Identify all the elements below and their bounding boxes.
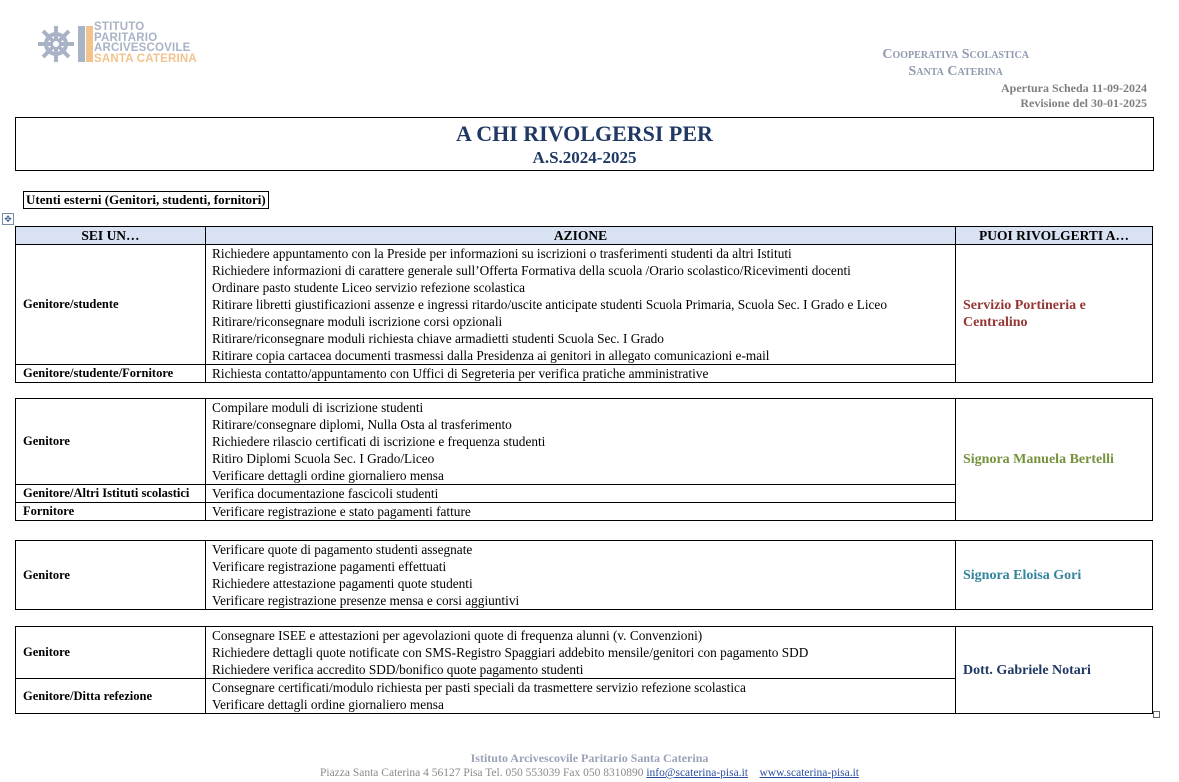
action-line: Verificare registrazione presenze mensa e corsi aggiuntivi bbox=[212, 593, 520, 608]
contact-table bbox=[15, 540, 1153, 610]
footer-address: Piazza Santa Caterina 4 56127 Pisa Tel. 050 553039 Fax 050 8310890 bbox=[319, 767, 644, 779]
action-line: Ritirare/consegnare diplomi, Nulla Osta al trasferimento bbox=[212, 417, 512, 432]
table-resize-handle-icon[interactable] bbox=[1153, 711, 1160, 718]
action-line: Richiedere informazioni di carattere generale sull’Offerta Formativa della scuola /Orario scolastico/Ricevimenti docenti bbox=[212, 263, 851, 278]
action-line: Richiedere verifica accredito SDD/bonifico quote pagamento studenti bbox=[212, 662, 584, 677]
action-line: Ritiro Diplomi Scuola Sec. I Grado/Liceo bbox=[212, 451, 435, 466]
header-azione: AZIONE bbox=[206, 227, 956, 245]
footer-contacts bbox=[0, 767, 1179, 779]
school-crest-icon bbox=[36, 24, 94, 64]
action-line: Richiedere rilascio certificati di iscrizione e frequenza studenti bbox=[212, 434, 546, 449]
footer-institute-name: Istituto Arcivescovile Paritario Santa Caterina bbox=[470, 751, 709, 765]
actions-cell bbox=[206, 627, 956, 679]
role-cell: Genitore/Altri Istituti scolastici bbox=[16, 485, 206, 503]
action-line: Richiedere dettagli quote notificate con SMS-Registro Spaggiari addebito mensile/genitori con pagamento SDD bbox=[212, 645, 809, 660]
actions-cell bbox=[206, 399, 956, 485]
contact-cell: Servizio Portineria e Centralino bbox=[956, 245, 1153, 383]
contact-cell: Signora Eloisa Gori bbox=[956, 541, 1153, 610]
action-line: Consegnare ISEE e attestazioni per agevolazioni quote di frequenza alunni (v. Convenzioni) bbox=[212, 628, 703, 643]
action-line: Ordinare pasto studente Liceo servizio refezione scolastica bbox=[212, 280, 526, 295]
logo-line: PARITARIO bbox=[94, 31, 158, 44]
page-title: A CHI RIVOLGERSI PER bbox=[456, 121, 713, 146]
logo-line: STITUTO bbox=[94, 21, 145, 33]
page-subtitle: A.S.2024-2025 bbox=[532, 148, 637, 167]
section-label: Utenti esterni (Genitori, studenti, fornitori) bbox=[23, 191, 269, 209]
table-row bbox=[16, 541, 1153, 610]
action-line: Consegnare certificati/modulo richiesta per pasti speciali da trasmettere servizio refezione scolastica bbox=[212, 680, 746, 695]
table-header-row bbox=[16, 227, 1153, 245]
apertura-date: Apertura Scheda 11-09-2024 bbox=[1001, 81, 1147, 95]
revisione-date: Revisione del 30-01-2025 bbox=[1020, 96, 1147, 110]
school-logo bbox=[36, 22, 216, 68]
role-cell: Genitore/studente/Fornitore bbox=[16, 365, 206, 383]
contact-table bbox=[15, 398, 1153, 521]
header-rivolgerti: PUOI RIVOLGERTI A… bbox=[956, 227, 1153, 245]
role-cell: Genitore bbox=[16, 399, 206, 485]
role-cell: Genitore bbox=[16, 627, 206, 679]
actions-cell bbox=[206, 541, 956, 610]
footer-email-link[interactable]: info@scaterina-pisa.it bbox=[646, 767, 748, 779]
role-cell: Fornitore bbox=[16, 503, 206, 521]
action-line: Ritirare/riconsegnare moduli richiesta chiave armadietti studenti Scuola Sec. I Grado bbox=[212, 331, 664, 346]
coop-line-2: Santa Caterina bbox=[908, 64, 1003, 79]
table-row bbox=[16, 245, 1153, 365]
contact-cell: Dott. Gabriele Notari bbox=[956, 627, 1153, 714]
action-line: Verificare registrazione pagamenti effettuati bbox=[212, 559, 447, 574]
action-line: Ritirare libretti giustificazioni assenze e ingressi ritardo/uscite anticipate studenti Scuola Primaria, Scuola Sec. I Grado e Liceo bbox=[212, 297, 887, 312]
cooperative-name bbox=[882, 46, 1029, 80]
action-line: Verificare registrazione e stato pagamenti fatture bbox=[212, 504, 471, 519]
logo-line: ARCIVESCOVILE bbox=[94, 42, 191, 54]
action-line: Verificare dettagli ordine giornaliero mensa bbox=[212, 468, 444, 483]
contact-table bbox=[15, 626, 1153, 714]
contact-cell: Signora Manuela Bertelli bbox=[956, 399, 1153, 521]
action-line: Richiedere attestazione pagamenti quote studenti bbox=[212, 576, 473, 591]
actions-cell bbox=[206, 503, 956, 521]
page-footer bbox=[0, 751, 1179, 779]
role-cell: Genitore bbox=[16, 541, 206, 610]
footer-website-link[interactable]: www.scaterina-pisa.it bbox=[759, 767, 859, 779]
role-cell: Genitore/studente bbox=[16, 245, 206, 365]
table-row bbox=[16, 399, 1153, 485]
action-line: Compilare moduli di iscrizione studenti bbox=[212, 400, 424, 415]
action-line: Verificare quote di pagamento studenti assegnate bbox=[212, 542, 473, 557]
actions-cell bbox=[206, 245, 956, 365]
actions-cell bbox=[206, 485, 956, 503]
coop-line-1: Cooperativa Scolastica bbox=[882, 47, 1029, 62]
action-line: Richiesta contatto/appuntamento con Uffici di Segreteria per verifica pratiche amministrative bbox=[212, 366, 709, 381]
action-line: Ritirare copia cartacea documenti trasmessi dalla Presidenza ai genitori in allegato comunicazioni e-mail bbox=[212, 348, 770, 363]
actions-cell bbox=[206, 365, 956, 383]
contact-table bbox=[15, 226, 1153, 383]
actions-cell bbox=[206, 679, 956, 714]
table-row bbox=[16, 627, 1153, 679]
table-move-handle-icon[interactable]: ✥ bbox=[2, 213, 14, 225]
document-dates bbox=[1001, 81, 1147, 111]
logo-line: SANTA CATERINA bbox=[94, 52, 197, 65]
role-cell: Genitore/Ditta refezione bbox=[16, 679, 206, 714]
action-line: Ritirare/riconsegnare moduli iscrizione corsi opzionali bbox=[212, 314, 503, 329]
title-box bbox=[15, 117, 1154, 171]
header-sei-un: SEI UN… bbox=[16, 227, 206, 245]
action-line: Verificare dettagli ordine giornaliero mensa bbox=[212, 697, 444, 712]
action-line: Richiedere appuntamento con la Preside per informazioni su iscrizioni o trasferimenti studenti da altri Istituti bbox=[212, 246, 792, 261]
action-line: Verifica documentazione fascicoli studenti bbox=[212, 486, 439, 501]
